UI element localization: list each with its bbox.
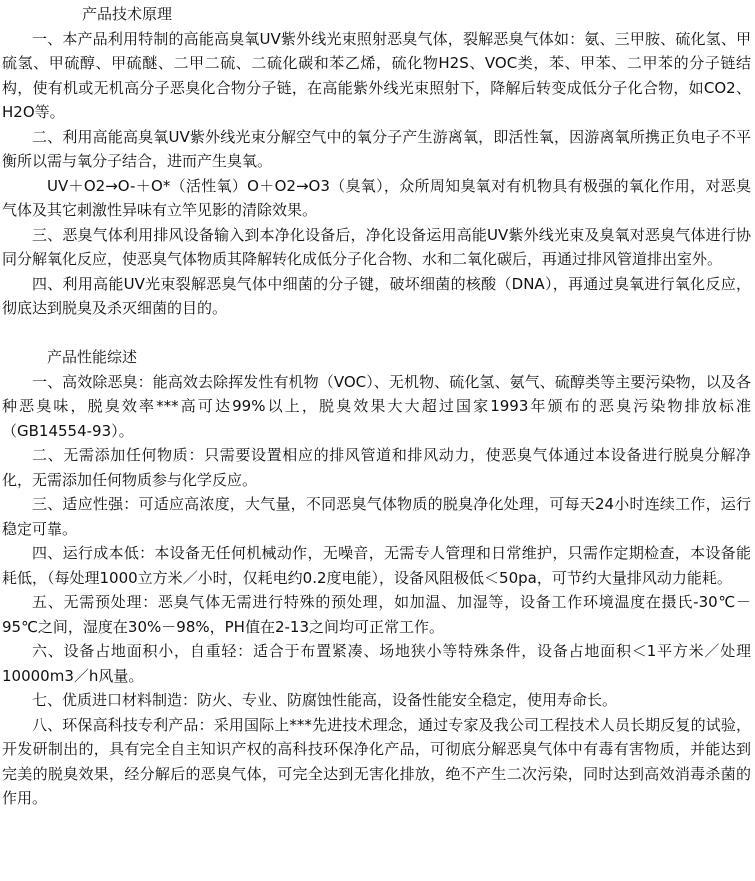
- section-title-performance: 产品性能综述: [47, 348, 138, 366]
- performance-paragraph-8: 八、环保高科技专利产品：采用国际上***先进技术理念，通过专家及我公司工程技术人员长期反复的试验，开发研制出的，具有完全自主知识产权的高科技环保净化产品，可彻底分解恶臭气体中有毒有害物质，并能达到完美的脱臭效果，经分解后的恶臭气体，可完全达到无害化排放，绝不产生二次污染，同时达到高效消毒杀菌的作用。: [2, 715, 751, 807]
- principle-paragraph-4: 四、利用高能UV光束裂解恶臭气体中细菌的分子键，破坏细菌的核酸（DNA），再通过臭氧进行氧化反应，彻底达到脱臭及杀灭细菌的目的。: [2, 274, 751, 317]
- principle-paragraph-1: 一、本产品利用特制的高能高臭氧UV紫外线光束照射恶臭气体，裂解恶臭气体如：氨、三甲胺、硫化氢、甲硫氢、甲硫醇、甲硫醚、二甲二硫、二硫化碳和苯乙烯，硫化物H2S、VOC类，苯、甲苯、二甲苯的分子链结构，使有机或无机高分子恶臭化合物分子链，在高能紫外线光束照射下，降解后转变成低分子化合物，如CO2、H2O等。: [2, 29, 751, 121]
- performance-paragraph-2: 二、无需添加任何物质：只需要设置相应的排风管道和排风动力，使恶臭气体通过本设备进行脱臭分解净化，无需添加任何物质参与化学反应。: [2, 446, 751, 489]
- performance-paragraph-4: 四、运行成本低：本设备无任何机械动作，无噪音，无需专人管理和日常维护，只需作定期检查，本设备能耗低，（每处理1000立方米／小时，仅耗电约0.2度电能），设备风阻极低＜50pa，可节约大量排风动力能耗。: [2, 544, 751, 587]
- performance-paragraph-1: 一、高效除恶臭：能高效去除挥发性有机物（VOC）、无机物、硫化氢、氨气、硫醇类等主要污染物，以及各种恶臭味，脱臭效率***高可达99%以上，脱臭效果大大超过国家1993年颁布的恶臭污染物排放标准（GB14554-93）。: [2, 372, 751, 440]
- section-title-principle: 产品技术原理: [82, 5, 173, 23]
- performance-paragraph-6: 六、设备占地面积小，自重轻：适合于布置紧凑、场地狭小等特殊条件，设备占地面积＜1平方米／处理10000m3／h风量。: [2, 642, 751, 685]
- principle-paragraph-3: 三、恶臭气体利用排风设备输入到本净化设备后，净化设备运用高能UV紫外线光束及臭氧对恶臭气体进行协同分解氧化反应，使恶臭气体物质其降解转化成低分子化合物、水和二氧化碳后，再通过排风管道排出室外。: [2, 225, 751, 268]
- performance-paragraph-3: 三、适应性强：可适应高浓度，大气量，不同恶臭气体物质的脱臭净化处理，可每天24小时连续工作，运行稳定可靠。: [2, 495, 751, 538]
- performance-paragraph-7: 七、优质进口材料制造：防火、专业、防腐蚀性能高，设备性能安全稳定，使用寿命长。: [32, 691, 618, 709]
- section-spacer: [2, 321, 751, 346]
- principle-formula-paragraph: UV＋O2→O-＋O*（活性氧）O＋O2→O3（臭氧），众所周知臭氧对有机物具有极强的氧化作用，对恶臭气体及其它刺激性异味有立竿见影的清除效果。: [2, 176, 751, 219]
- performance-paragraph-5: 五、无需预处理：恶臭气体无需进行特殊的预处理，如加温、加湿等，设备工作环境温度在摄氏-30℃－95℃之间，湿度在30%－98%，PH值在2-13之间均可正常工作。: [2, 593, 751, 636]
- principle-paragraph-2: 二、利用高能高臭氧UV紫外线光束分解空气中的氧分子产生游离氧，即活性氧，因游离氧所携正负电子不平衡所以需与氧分子结合，进而产生臭氧。: [2, 127, 751, 170]
